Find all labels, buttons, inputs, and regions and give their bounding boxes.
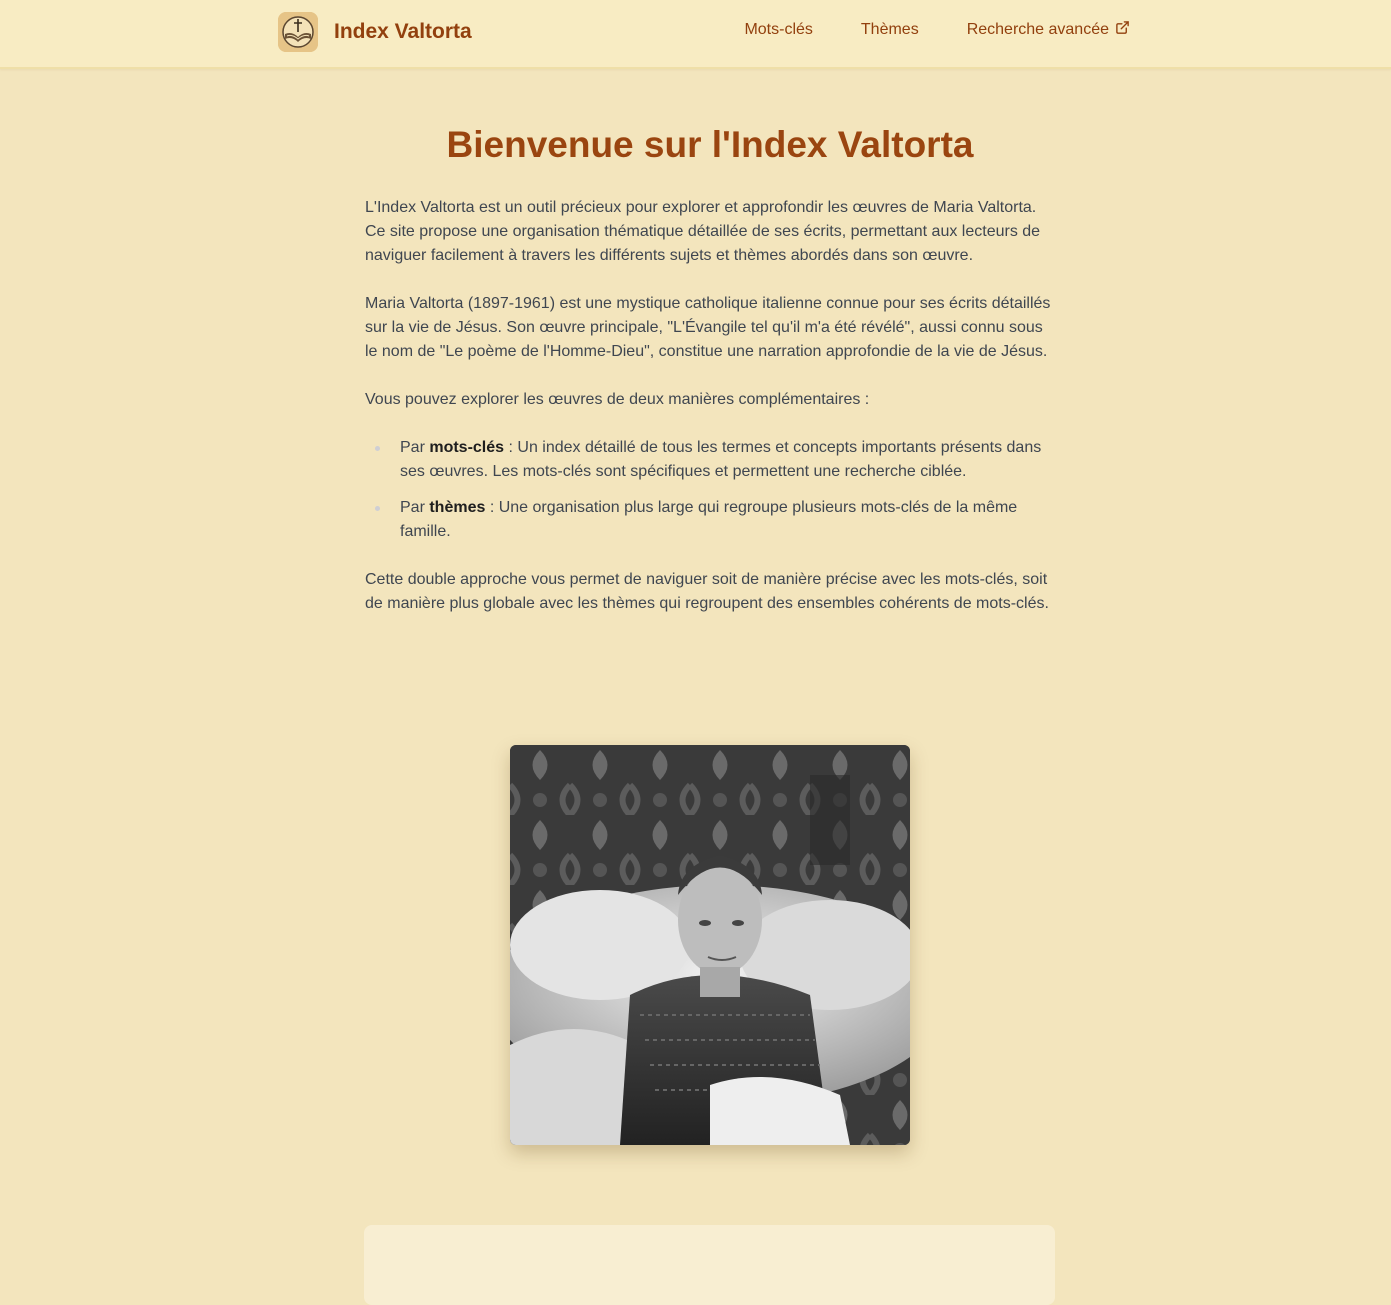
nav-link-label: Mots-clés: [744, 21, 813, 38]
nav-link-themes[interactable]: [861, 20, 919, 40]
page-title: Bienvenue sur l'Index Valtorta: [446, 124, 974, 165]
explore-paragraph: Vous pouvez explorer les œuvres de deux manières complémentaires :: [365, 391, 870, 408]
portrait-photo: [510, 745, 910, 1145]
conclusion-paragraph: Cette double approche vous permet de naviguer soit de manière précise avec les mots-clés, soit de manière plus globale avec les thèmes qui regroupent des ensembles cohérents de mots-clés.: [365, 571, 1049, 612]
nav-link-mots-cles[interactable]: [744, 20, 812, 40]
intro-paragraph: L'Index Valtorta est un outil précieux pour explorer et approfondir les œuvres de Maria Valtorta. Ce site propose une organisation thématique détaillée de ses écrits, permettant aux lecteurs de naviguer facilement à travers les différents sujets et thèmes abordés dans son œuvre.: [365, 199, 1041, 264]
top-navbar: [0, 0, 1391, 69]
bottom-card: [364, 1225, 1055, 1305]
list-item-text: : Une organisation plus large qui regroupe plusieurs mots-clés de la même famille.: [400, 499, 1018, 540]
brand-name: Index Valtorta: [334, 20, 472, 43]
bullet-dot: [375, 446, 380, 451]
nav-link-label: Recherche avancée: [966, 21, 1109, 38]
list-item-prefix: Par: [400, 499, 430, 516]
list-item-term: mots-clés: [429, 439, 505, 456]
bullet-dot: [375, 506, 380, 511]
exploration-list: [365, 436, 1055, 544]
external-link-icon: [1115, 20, 1130, 40]
list-item-prefix: Par: [400, 439, 430, 456]
list-item-themes: [365, 496, 1055, 544]
list-item-text: : Un index détaillé de tous les termes et concepts importants présents dans ses œuvres. Les mots-clés sont spécifiques et permettent une recherche ciblée.: [400, 439, 1042, 480]
biography-paragraph: Maria Valtorta (1897-1961) est une mystique catholique italienne connue pour ses écrits détaillés sur la vie de Jésus. Son œuvre principale, "L'Évangile tel qu'il m'a été révélé", aussi connu sous le nom de "Le poème de l'Homme-Dieu", constitue une narration approfondie de la vie de Jésus.: [365, 295, 1051, 360]
nav-link-recherche-avancee[interactable]: [967, 20, 1130, 40]
cross-book-icon: [278, 12, 318, 52]
list-item-mots-cles: [365, 436, 1055, 484]
brand-link[interactable]: [278, 12, 472, 52]
list-item-term: thèmes: [429, 499, 486, 516]
nav-link-label: Thèmes: [860, 21, 919, 38]
main-nav: [744, 20, 1130, 40]
main-content: [365, 120, 1055, 640]
